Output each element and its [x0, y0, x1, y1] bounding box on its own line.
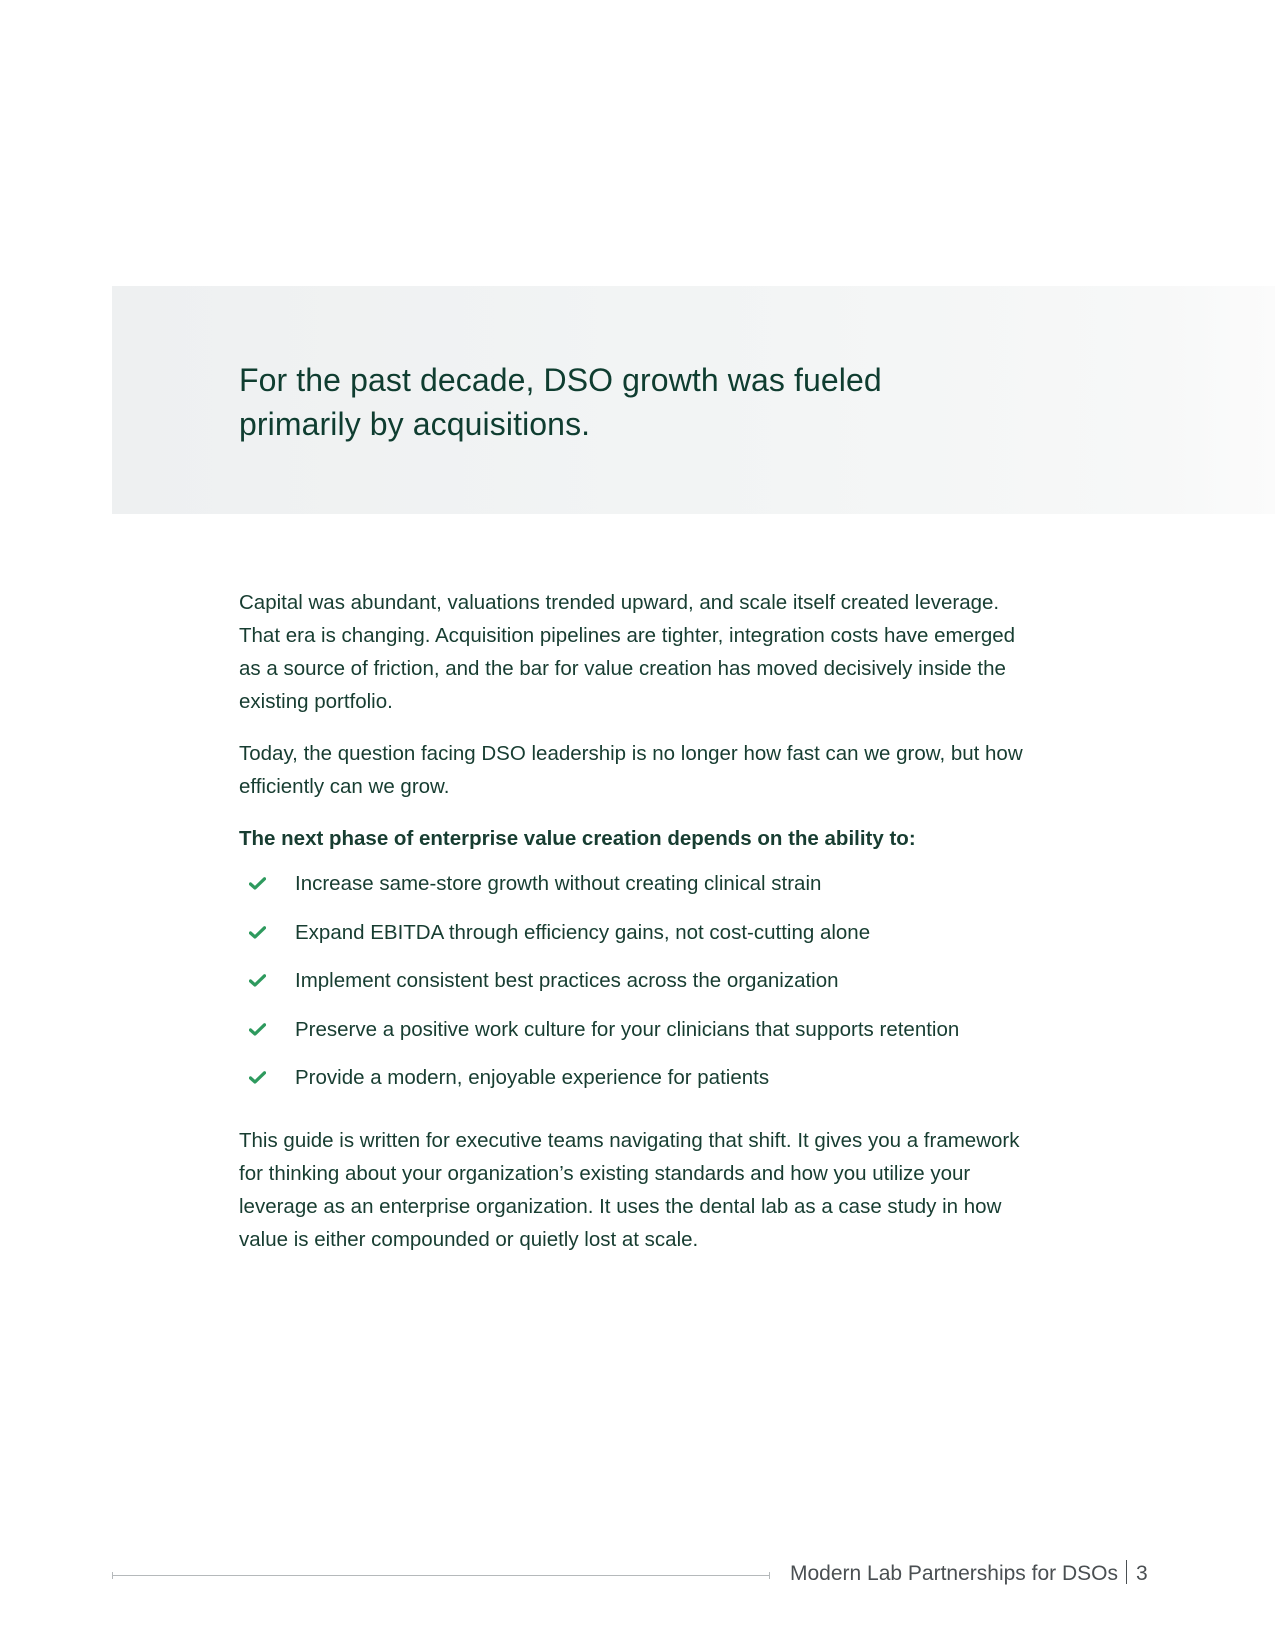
footer-divider: [1126, 1560, 1127, 1584]
list-item: [239, 867, 1039, 900]
list-item-text: Preserve a positive work culture for your clinicians that supports retention: [295, 1017, 960, 1041]
list-item: [239, 964, 1039, 997]
list-item: [239, 1061, 1039, 1094]
check-icon: [239, 1013, 295, 1046]
checklist: [239, 867, 1039, 1094]
check-icon: [239, 867, 295, 900]
page-title: For the past decade, DSO growth was fueled primarily by acquisitions.: [239, 362, 882, 442]
footer-title: Modern Lab Partnerships for DSOs: [790, 1562, 1118, 1585]
list-item: [239, 916, 1039, 949]
footer: [790, 1560, 1148, 1588]
page-number: 3: [1135, 1562, 1148, 1585]
paragraph-question: Today, the question facing DSO leadership is no longer how fast can we grow, but how efficiently can we grow.: [239, 742, 1023, 798]
body-copy: [239, 586, 1039, 1275]
footer-rule: [112, 1575, 770, 1576]
checklist-lead-in: The next phase of enterprise value creation depends on the ability to:: [239, 827, 916, 850]
list-item-text: Implement consistent best practices across the organization: [295, 969, 839, 992]
list-item: [239, 1013, 1039, 1046]
list-item-text: Provide a modern, enjoyable experience for patients: [295, 1066, 770, 1089]
list-item-text: Expand EBITDA through efficiency gains, not cost-cutting alone: [295, 920, 871, 944]
check-icon: [239, 916, 295, 949]
paragraph-intro: Capital was abundant, valuations trended upward, and scale itself created leverage. That era is changing. Acquisition pipelines are tighter, integration costs have emerged as a source of friction, and the bar for value creation has moved decisively inside the existing portfolio.: [239, 591, 1016, 713]
list-item-text: Increase same-store growth without creating clinical strain: [295, 872, 822, 895]
paragraph-guide: This guide is written for executive teams navigating that shift. It gives you a framework for thinking about your organization’s existing standards and how you utilize your leverage as an enterprise organization. It uses the dental lab as a case study in how value is either compounded or quietly lost at scale.: [239, 1129, 1020, 1251]
check-icon: [239, 1061, 295, 1094]
check-icon: [239, 964, 295, 997]
